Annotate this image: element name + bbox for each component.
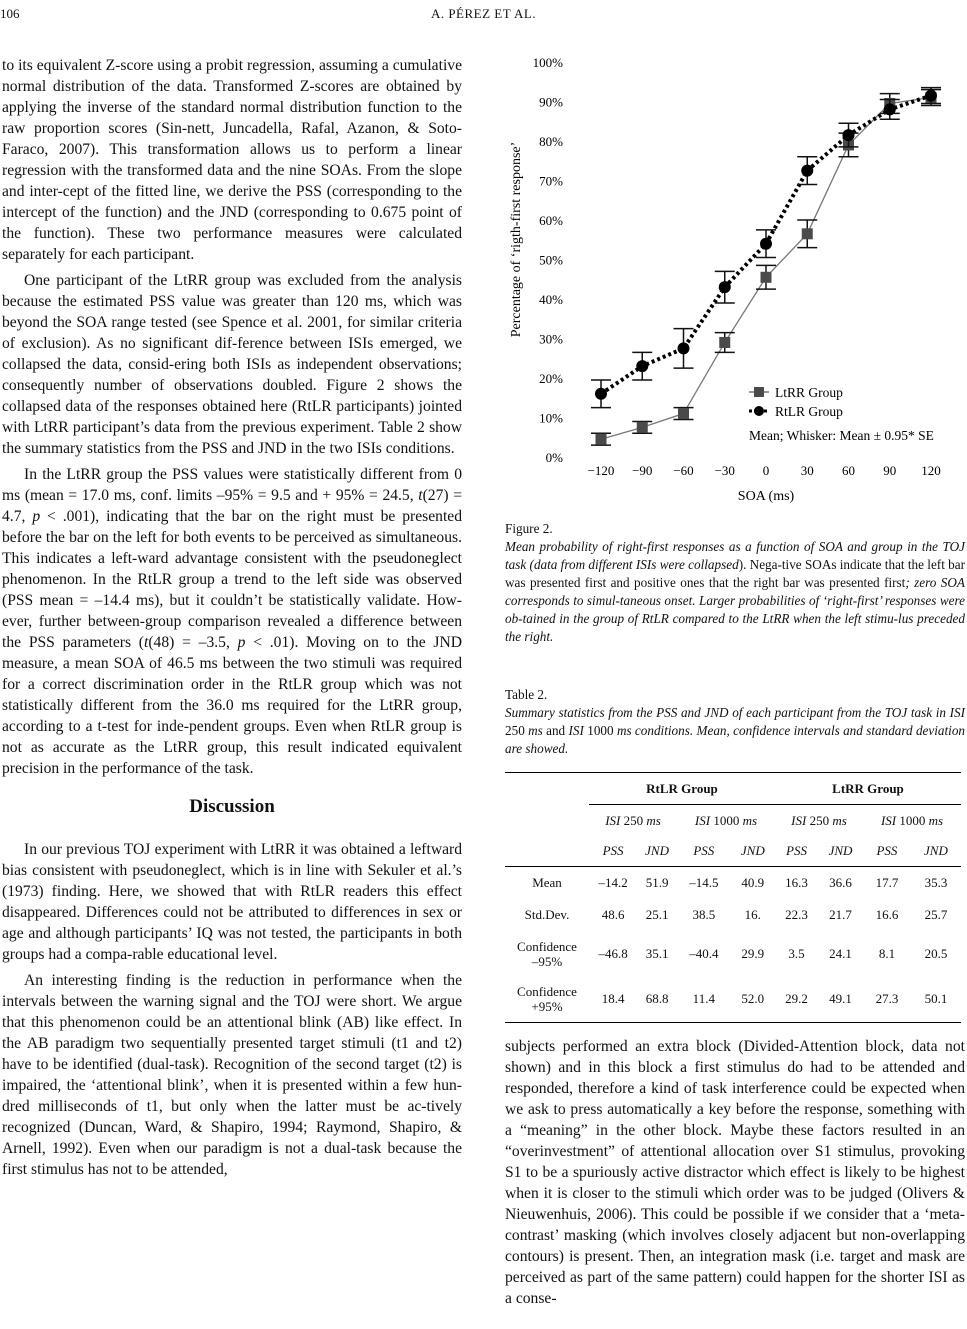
figure-2-chart — [505, 46, 965, 516]
measure-header: PSS — [693, 843, 715, 859]
paragraph-5: An interesting finding is the reduction in performance when the intervals between the warning signal and the TOJ were short. We argue that this phenomenon could be an attentional blink (AB) like effect. In the AB paradigm two sequentially presented target stimuli (t1 and t2) have to be identified (dual-task). Recognition of the second target (t2) is impaired, the ‘attentional blink’, when it is presented within a few hun-dred milliseconds of t1, but only when the latter must be ac-tively recognized (Duncan, Ward, & Shapiro, 1994; Raymond, Shapiro, & Arnell, 1992). Even when our paradigm is not a dual-task because the first stimulus has not to be attended, — [2, 972, 462, 1178]
measure-header: PSS — [876, 843, 898, 859]
data-point-square — [637, 422, 648, 433]
section-heading: Discussion — [189, 796, 275, 817]
table-row — [505, 931, 961, 977]
table-row — [505, 977, 961, 1023]
data-point-circle — [925, 90, 937, 102]
x-tick-label: 90 — [883, 463, 897, 478]
data-point-square — [761, 272, 772, 283]
table-cell: 24.1 — [829, 945, 852, 961]
data-point-circle — [760, 238, 772, 250]
table-cell: 17.7 — [875, 874, 899, 890]
y-tick-label: 0% — [545, 450, 563, 465]
table-cell: 38.5 — [692, 906, 716, 922]
table-2-label: Table 2. — [505, 687, 548, 702]
y-tick-label: 60% — [539, 213, 563, 228]
table-cell: 49.1 — [829, 991, 852, 1007]
table-cell: 36.6 — [829, 874, 852, 890]
data-point-circle — [636, 360, 648, 372]
measure-header: PSS — [786, 843, 807, 859]
isi-header: ISI 1000 ms — [880, 812, 944, 828]
y-tick-label: 10% — [539, 410, 563, 426]
page-header — [0, 2, 967, 24]
data-point-circle — [719, 281, 731, 293]
y-tick-label: 70% — [539, 173, 563, 189]
table-cell: 20.5 — [924, 945, 948, 961]
row-label: Confidence –95% — [517, 938, 577, 969]
table-cell: 29.9 — [741, 945, 765, 961]
table-cell: 22.3 — [785, 906, 808, 922]
paragraph-3: In the LtRR group the PSS values were statistically different from 0 ms (mean = 17.0 ms, conf. limits –95% = 9.5 and + 95% = 24.5, t(27) = 4.7, p < .001), indicating that the bar on the right must be presented before the bar on the left for both events to be perceived as simultaneous. This indicates a left-ward advantage consistent with the pseudoneglect phenomenon. In the RtLR group a trend to the left side was observed (PSS mean = –14.4 ms), but it couldn’t be statistically validate. How-ever, further between-group comparison revealed a difference between the PSS parameters (t(48) = –3.5, p < .01). Moving on to the JND measure, a mean SOA of 46.5 ms between the two stimuli was required for a correct discrimination order in the RtLR group which was not statistically different from the 36.0 ms required for the LtRR group, according to a t-test for inde-pendent groups. Even when RtLR group is not as accurate as the LtRR group, this result indicated equivalent precision in the performance of the task. — [2, 466, 462, 777]
x-tick-label: −60 — [673, 463, 694, 478]
table-cell: –14.2 — [598, 874, 628, 890]
measure-header: JND — [924, 843, 948, 859]
y-tick-label: 30% — [539, 331, 563, 347]
isi-header: ISI 250 ms — [605, 812, 661, 828]
table-cell: 48.6 — [601, 906, 625, 922]
y-tick-label: 50% — [539, 252, 563, 268]
data-point-circle — [843, 129, 855, 141]
row-label: Std.Dev. — [524, 907, 570, 922]
y-tick-label: 80% — [539, 134, 563, 149]
table-cell: 50.1 — [924, 991, 948, 1007]
table-cell: 25.1 — [645, 906, 669, 922]
table-cell: 27.3 — [875, 991, 899, 1007]
table-cell: 40.9 — [741, 874, 765, 890]
measure-header: JND — [828, 843, 853, 859]
table-cell: 29.2 — [785, 991, 808, 1007]
figure-2-caption — [505, 520, 965, 646]
data-point-circle — [801, 165, 813, 177]
x-tick-label: −120 — [587, 463, 615, 478]
y-tick-label: 90% — [539, 94, 563, 110]
paragraph-1: to its equivalent Z-score using a probit regression, assuming a cumulative normal distribution of the data. Transformed Z-scores are obtained by applying the inverse of the standard normal distribution function to the raw proportion scores (Sin-nett, Juncadella, Rafal, Azanon, & Soto-Faraco, 2007). This transformation allows us to perform a linear regression with the transformed data and the nine SOAs. From the slope and inter-cept of the fitted line, we derive the PSS (corresponding to the intercept of the function) and the JND (corresponding to 0.675 point of the function). These two performance measures were calculated separately for each participant. — [2, 57, 462, 263]
x-tick-label: −30 — [714, 463, 735, 478]
measure-header: PSS — [602, 843, 624, 859]
x-axis-title: SOA (ms) — [737, 489, 795, 504]
figure-2-label: Figure 2. — [505, 521, 553, 536]
table-cell: –40.4 — [689, 945, 719, 961]
data-point-square — [719, 337, 730, 348]
table-cell: 16.6 — [875, 906, 899, 922]
table-cell: 16. — [744, 906, 761, 922]
x-tick-label: 30 — [800, 463, 814, 478]
data-point-circle — [884, 103, 896, 115]
y-tick-label: 100% — [532, 55, 563, 70]
y-tick-label: 20% — [539, 371, 563, 386]
paragraph-2: One participant of the LtRR group was excluded from the analysis because the estimated PSS value was greater than 120 ms, which was beyond the SOA range tested (see Spence et al. 2001, for similar criteria of exclusion). As no significant dif-ference between ISIs emerged, we collapsed the data, consid-ering both ISIs as independent observations; consequently number of observations doubled. Figure 2 shows the collapsed data of the responses obtained here (RtLR participants) jointed with LtRR participant’s data from the previous experiment. Table 2 show the summary statistics from the PSS and JND in the two ISIs conditions. — [2, 272, 462, 457]
running-title: A. PÉREZ ET AL. — [430, 6, 537, 21]
table-cell: 25.7 — [924, 906, 948, 922]
measure-header: JND — [645, 843, 669, 859]
legend-marker-circle — [754, 406, 764, 416]
paragraph-4: In our previous TOJ experiment with LtRR it was obtained a leftward bias consistent with pseudoneglect, which is in line with Sekuler et al.’s (1973) finding. Here, we showed that with RtLR readers this effect disappeared. Differences could not be attributed to differences in sex or age and although participants’ IQ was not tested, the participants in both groups had a compa-rable educational level. — [2, 841, 462, 963]
data-point-square — [678, 408, 689, 419]
right-column — [505, 1036, 965, 1314]
legend-note: Mean; Whisker: Mean ± 0.95* SE — [749, 428, 934, 443]
table-2-caption — [505, 686, 965, 758]
table-cell: 21.7 — [829, 906, 852, 922]
paragraph-6: subjects performed an extra block (Divided-Attention block, data not shown) and in this block a first stimulus do had to be attended and responded, therefore a kind of task interference could be expected when we ask to press automatically a key before the response, something with a “meaning” in the other block. Maybe these factors resulted in an “overinvestment” of attentional allocation over S1 stimulus, provoking S1 to be a spuriously active distractor which effect is likely to be highest when it is closer to the stimuli which order was to be judged (Olivers & Nieuwenhuis, 2006). This could be possible if we consider that a ‘meta-contrast’ masking (which involves closely adjacent but non-overlapping contours) is present. Then, an integration mask (i.e. target and mask are perceived as part of the same pattern) could happen for the shorter ISI as a conse- — [505, 1038, 965, 1307]
group-header-ltrr: LtRR Group — [775, 773, 961, 805]
data-point-square — [596, 434, 607, 445]
y-tick-label: 40% — [539, 292, 563, 307]
table-2-caption-text: Summary statistics from the PSS and JND of each participant from the TOJ task in ISI 250 ms and ISI 1000 ms conditions. Mean, confidence intervals and standard deviation are showed. — [505, 705, 966, 756]
data-point-circle — [595, 388, 607, 400]
table-cell: 68.8 — [645, 991, 669, 1007]
table-cell: 3.5 — [788, 945, 805, 961]
table-cell: 18.4 — [601, 991, 625, 1007]
table-cell: 8.1 — [878, 945, 896, 961]
table-cell: –14.5 — [689, 874, 719, 890]
table-2 — [505, 772, 961, 1023]
table-cell: 16.3 — [785, 874, 808, 890]
figure-2-caption-text: Mean probability of right-first responses as a function of SOA and group in the TOJ task (data from different ISIs were collapsed). Nega-tive SOAs indicate that the left bar was presented first and positive ones that the right bar was presented first; zero SOA corresponds to simul-taneous onset. Larger probabilities of ‘right-first’ responses were ob-tained in the group of RtLR compared to the LtRR when the left stimu-lus preceded the right. — [505, 539, 966, 644]
isi-header: ISI 250 ms — [791, 812, 847, 828]
measure-header: JND — [740, 843, 765, 859]
x-tick-label: −90 — [632, 463, 653, 478]
legend-label: RtLR Group — [775, 404, 843, 419]
table-cell: –46.8 — [598, 945, 628, 961]
table-row — [505, 899, 961, 931]
table-cell: 35.1 — [645, 945, 669, 961]
table-row — [505, 867, 961, 899]
data-point-square — [802, 228, 813, 239]
x-tick-label: 60 — [842, 463, 855, 478]
legend-marker-square — [754, 387, 764, 397]
table-cell: 52.0 — [741, 991, 765, 1007]
y-axis-title: Percentage of ‘rigth-first response’ — [509, 141, 524, 338]
left-column — [2, 55, 462, 1185]
x-tick-label: 120 — [921, 463, 941, 478]
isi-header: ISI 1000 ms — [694, 812, 758, 828]
x-tick-label: 0 — [762, 463, 770, 478]
row-label: Mean — [532, 875, 562, 891]
row-label: Confidence +95% — [517, 984, 577, 1015]
table-cell: 35.3 — [924, 874, 948, 890]
table-cell: 51.9 — [645, 874, 669, 890]
page-number: 106 — [0, 6, 20, 21]
group-header-rtlr: RtLR Group — [589, 773, 775, 805]
legend-label: LtRR Group — [775, 385, 843, 400]
data-point-circle — [678, 342, 690, 354]
figure-2 — [505, 46, 965, 516]
table-cell: 11.4 — [692, 991, 715, 1007]
